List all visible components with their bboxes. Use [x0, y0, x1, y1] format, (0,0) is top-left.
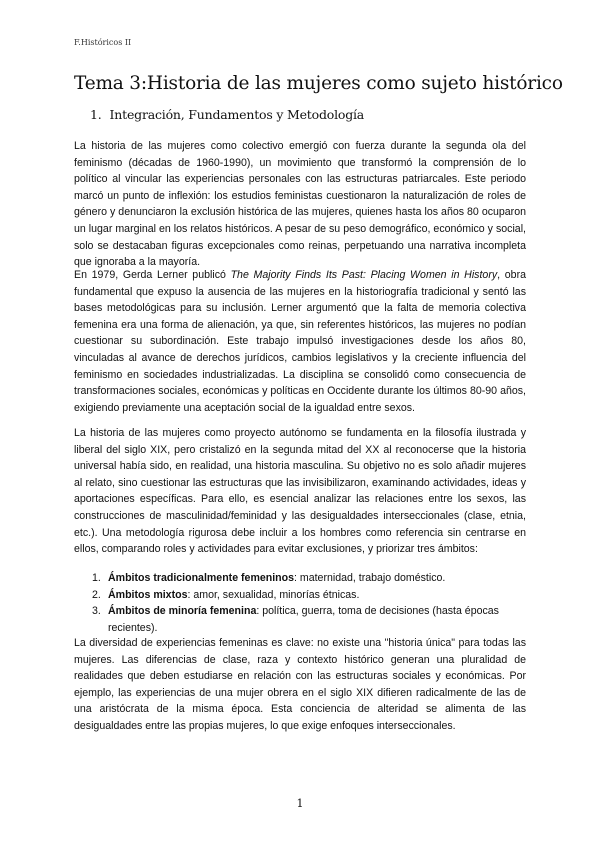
- list-item-term: Ámbitos tradicionalmente femeninos: [108, 572, 295, 584]
- book-title: The Majority Finds Its Past: Placing Women in History: [230, 269, 498, 281]
- list-item-description: : maternidad, trabajo doméstico.: [294, 572, 446, 584]
- list-item-number: 1.: [92, 572, 101, 584]
- section-number: 1.: [90, 107, 102, 122]
- running-header: F.Históricos II: [74, 38, 132, 47]
- list-item-number: 2.: [92, 588, 101, 601]
- paragraph-3: La historia de las mujeres como proyecto autónomo se fundamenta en la filosofía ilustrada y liberal del siglo XIX, pero cristalizó en la segunda mitad del XX al reconocerse que la historia universal había sido, en realidad, una historia masculina. Su objetivo no es solo añadir mujeres al relato, sino cuestionar las estructuras que las invisibilizaron, examinando actividades, ideas y aportaciones específicas. Para ello, es esencial analizar las relaciones entre los sexos, las construcciones de masculinidad/feminidad y las desigualdades interseccionales (clase, etnia, etc.). Una metodología rigurosa debe incluir a los hombres como referencia sin centrarse en ellos, comparando roles y actividades para evitar exclusiones, y priorizar tres ámbitos:: [74, 427, 526, 556]
- paragraph-2-lead: En 1979, Gerda Lerner publicó: [74, 269, 231, 281]
- paragraph-1: La historia de las mujeres como colectivo emergió con fuerza durante la segunda ola del feminismo (décadas de 1960-1990), un movimiento que transformó la comprensión de lo político al vincular las experiencias personales con las estructuras patriarcales. Este periodo marcó un punto de inflexión: los estudios feministas cuestionaron la naturalización de roles de género y denunciaron la exclusión histórica de las mujeres, quienes hasta los años 80 ocuparon un lugar marginal en los relatos históricos. A pesar de su peso demográfico, económico y social, solo se destacaban figuras excepcionales como reinas, perpetuando una narrativa incompleta que ignoraba a la mayoría.: [74, 140, 526, 269]
- paragraph-2-rest: , obra fundamental que expuso la ausencia de las mujeres en la historiografía tradicional y sentó las bases metodológicas para su inclusión. Lerner argumentó que la falta de memoria colectiva femenina era una forma de alienación, ya que, sin referentes históricos, las mujeres no podían cuestionar su subordinación. Este trabajo impulsó investigaciones desde los años 80, vinculadas al avance de derechos jurídicos, cambios legislativos y la creciente influencia del feminismo en sociedades industrializadas. La disciplina se consolidó como consecuencia de transformaciones sociales, económicas y políticas en Occidente durante los últimos 80-90 años, exigiendo previamente una aceptación social de la igualdad entre sexos.: [74, 269, 526, 414]
- list-item-term: Ámbitos mixtos: [108, 588, 188, 601]
- paragraph-4: La diversidad de experiencias femeninas es clave: no existe una "historia única" para todas las mujeres. Las diferencias de clase, raza y contexto histórico generan una pluralidad de realidades que deben estudiarse en relación con las estructuras sociales y económicas. Por ejemplo, las experiencias de una mujer obrera en el siglo XIX difieren radicalmente de las de una aristócrata de la misma época. Esta conciencia de alteridad se alimenta de las desigualdades entre las propias mujeres, lo que exige enfoques interseccionales.: [74, 637, 526, 732]
- page-title: Tema 3:Historia de las mujeres como sujeto histórico: [74, 73, 563, 94]
- list-item: [92, 603, 526, 636]
- page-number: 1: [296, 797, 304, 810]
- paragraph-2: [74, 267, 526, 416]
- list-item-description: : política, guerra, toma de decisiones (hasta épocas recientes).: [108, 605, 499, 634]
- list-item: [92, 587, 526, 604]
- list-item: [92, 570, 526, 587]
- list-item-description: : amor, sexualidad, minorías étnicas.: [187, 588, 360, 601]
- ambitos-list: [92, 570, 526, 636]
- section-heading: [90, 107, 364, 122]
- list-item-number: 3.: [92, 605, 101, 618]
- list-item-term: Ámbitos de minoría femenina: [108, 605, 257, 618]
- section-title: Integración, Fundamentos y Metodología: [109, 107, 365, 122]
